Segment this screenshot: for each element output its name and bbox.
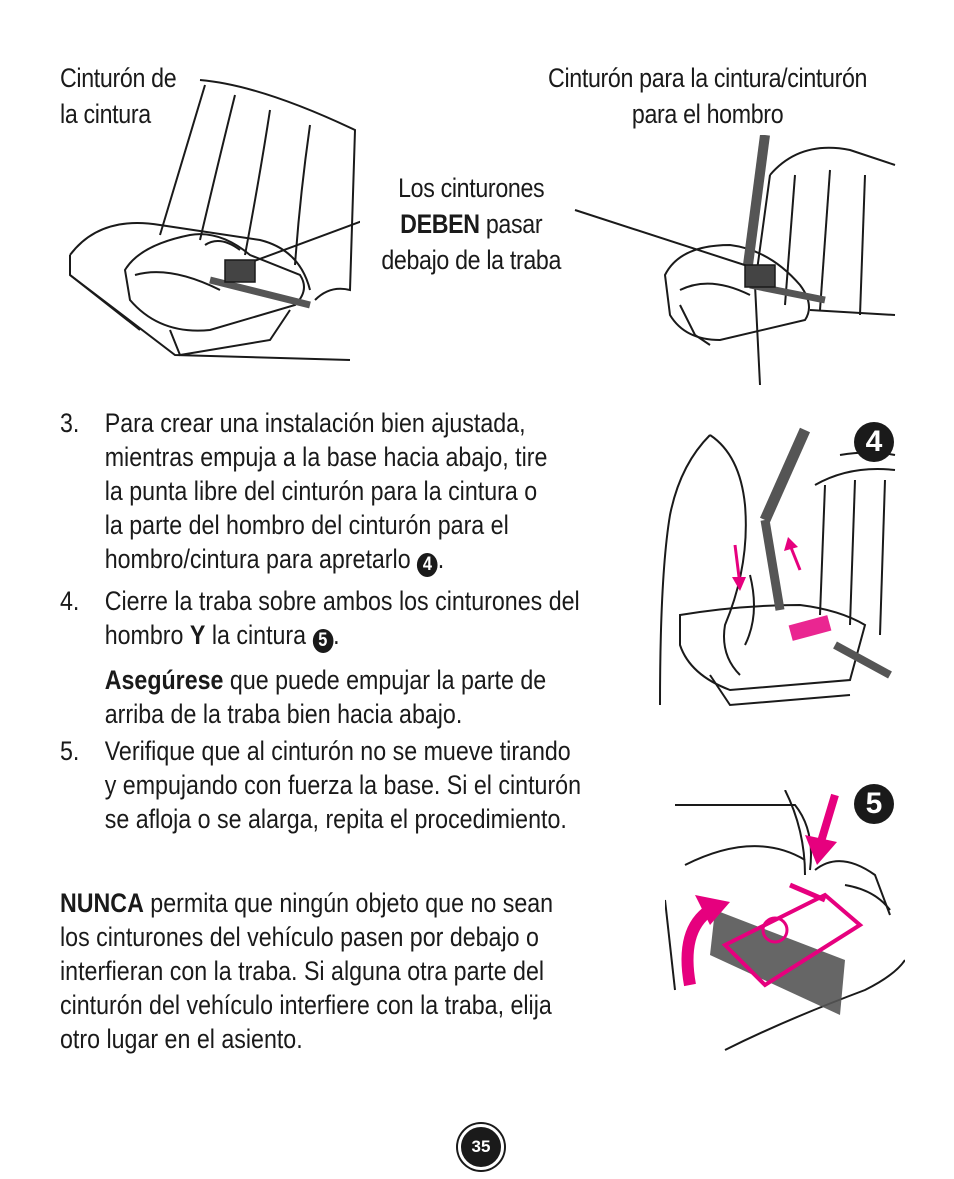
figure-ref-5: 5 — [313, 629, 334, 653]
warning-paragraph: NUNCA permita que ningún objeto que no sean los cinturones del vehículo pasen por debajo o interfieran con la traba. Si alguna otra parte del cinturón del vehículo interfiere con la traba, elija otro lugar en el asiento. — [60, 888, 554, 1054]
figure-5-number-badge: 5 — [854, 784, 894, 824]
step-number: 4. — [60, 586, 80, 616]
lap-shoulder-belt-caption: Cinturón para la cintura/cinturón para el hombro — [548, 63, 868, 129]
lap-belt-caption: Cinturón de la cintura — [60, 63, 177, 129]
lap-shoulder-belt-illustration — [570, 135, 900, 390]
figure-4-number-badge: 4 — [854, 422, 894, 462]
figure-ref-4: 4 — [417, 553, 438, 577]
figure-5-illustration — [665, 790, 905, 1055]
figure-4-illustration — [650, 425, 900, 725]
belts-must-caption: Los cinturones DEBEN pasar debajo de la traba — [381, 173, 562, 275]
lap-belt-illustration — [60, 75, 360, 375]
page-number: 35 — [458, 1124, 504, 1170]
step-number: 3. — [60, 408, 80, 438]
step-text: Verifique que al cinturón no se mueve tirando y empujando con fuerza la base. Si el cinturón se afloja o se alarga, repita el procedimiento. — [104, 736, 582, 834]
step-text: Para crear una instalación bien ajustada, mientras empuja a la base hacia abajo, tire la punta libre del cinturón para la cintura o la parte del hombro del cinturón para el hombro/cintura para apretarlo 4 . — [104, 408, 548, 575]
step-text: Cierre la traba sobre ambos los cinturones del hombro Y la cintura 5 . Asegúrese que puede empujar la parte de arriba de la traba bien hacia abajo. — [104, 586, 580, 729]
step-number: 5. — [60, 736, 80, 766]
